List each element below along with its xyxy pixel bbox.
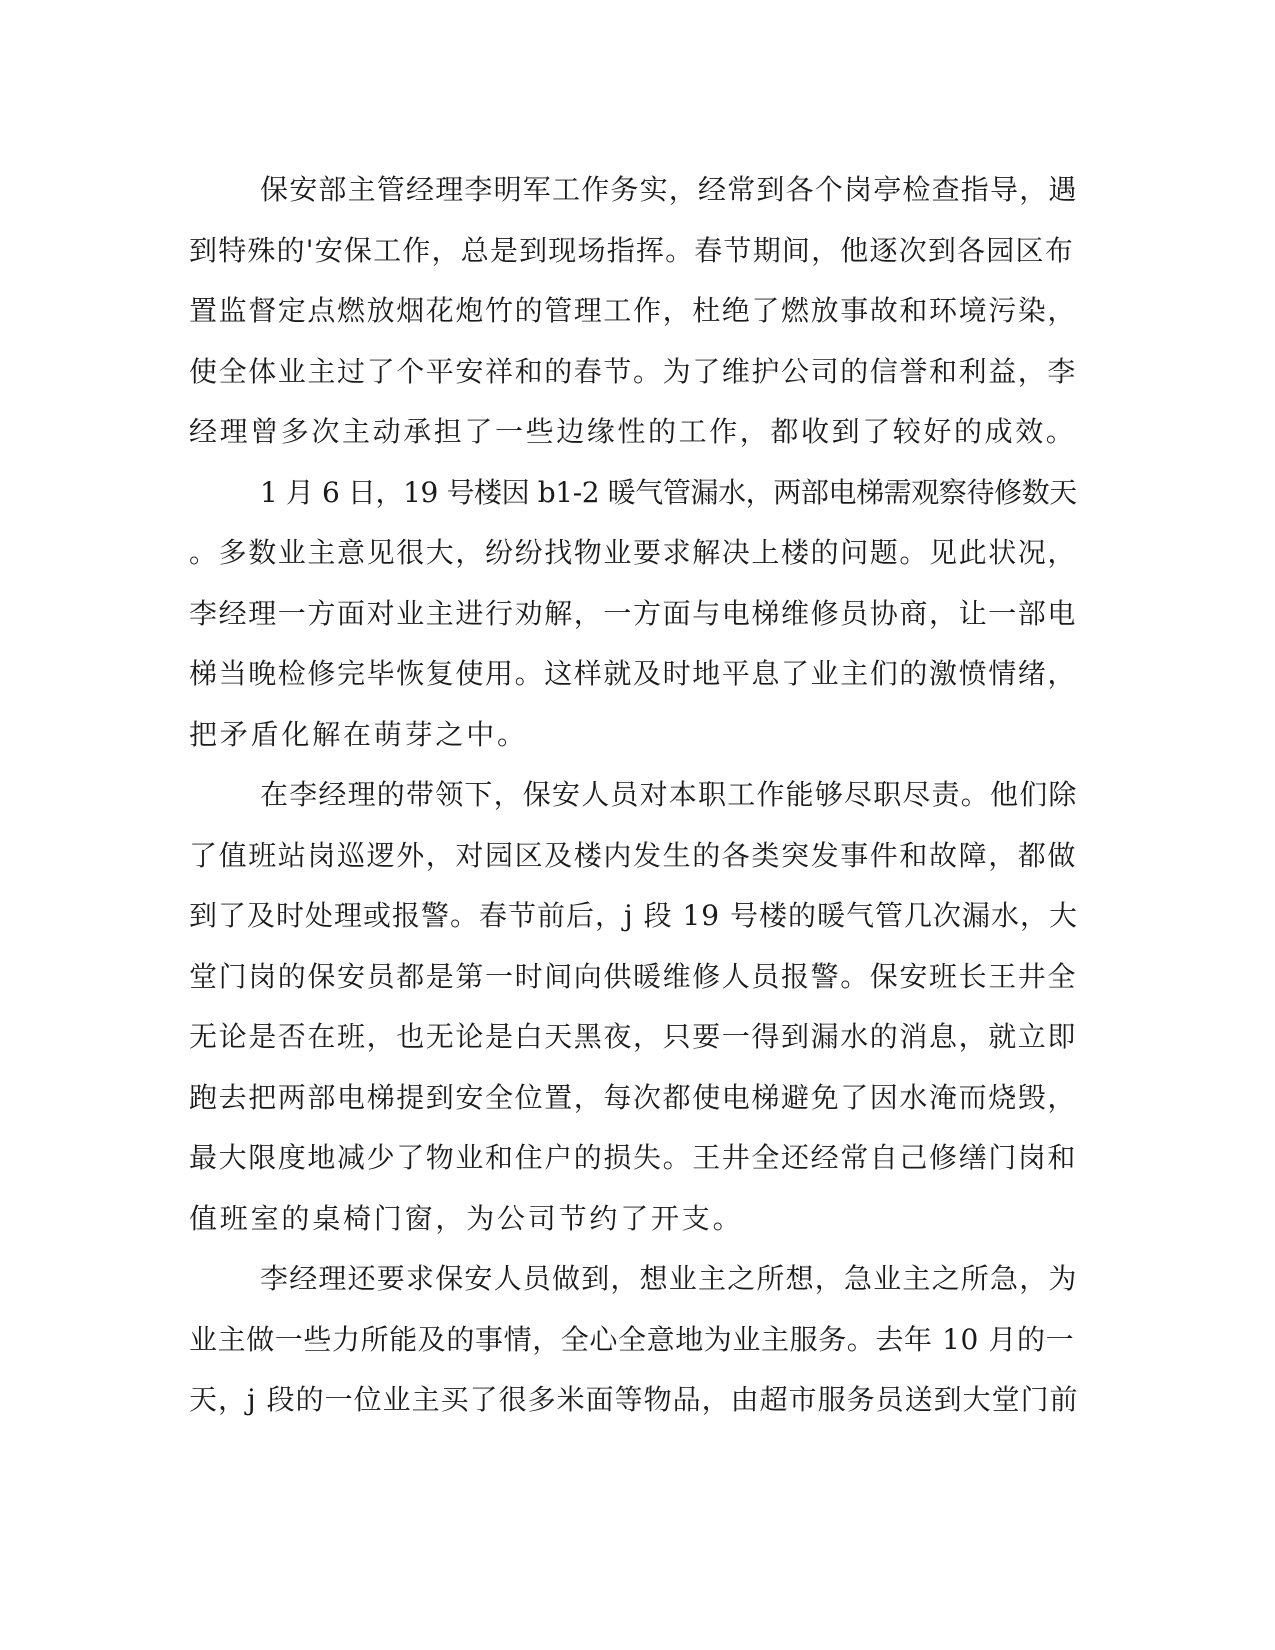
text-line: 使全体业主过了个平安祥和的春节。为了维护公司的信誉和利益，李 — [189, 354, 1078, 388]
text-line: 了值班站岗巡逻外，对园区及楼内发生的各类突发事件和故障，都做 — [189, 838, 1078, 872]
document-body — [189, 160, 1079, 1431]
text-line: 到特殊的'安保工作，总是到现场指挥。春节期间，他逐次到各园区布 — [189, 233, 1074, 267]
paragraph-1 — [189, 160, 1079, 463]
text-line: 业主做一些力所能及的事情，全心全意地为业主服务。去年 10 月的一 — [189, 1322, 1075, 1356]
text-line: 到了及时处理或报警。春节前后，j 段 19 号楼的暖气管几次漏水，大 — [189, 899, 1079, 932]
text-line: 最大限度地减少了物业和住户的损失。王井全还经常自己修缮门岗和 — [189, 1141, 1078, 1174]
text-line: 经理曾多次主动承担了一些边缘性的工作，都收到了较好的成效。 — [189, 415, 1077, 448]
text-line: 。多数业主意见很大，纷纷找物业要求解决上楼的问题。见此状况， — [189, 536, 1078, 569]
paragraph-2 — [189, 463, 1079, 766]
paragraph-3 — [189, 765, 1079, 1249]
text-line: 无论是否在班，也无论是白天黑夜，只要一得到漏水的消息，就立即 — [189, 1020, 1078, 1053]
paragraph-4 — [189, 1249, 1079, 1431]
text-line: 在李经理的带领下，保安人员对本职工作能够尽职尽责。他们除 — [260, 778, 1078, 811]
text-line: 堂门岗的保安员都是第一时间向供暖维修人员报警。保安班长王井全 — [189, 959, 1078, 993]
text-line: 值班室的桌椅门窗，为公司节约了开支。 — [189, 1201, 744, 1235]
text-line: 1 月 6 日，19 号楼因 b1-2 暖气管漏水，两部电梯需观察待修数天 — [260, 475, 1077, 509]
text-line: 李经理一方面对业主进行劝解，一方面与电梯维修员协商，让一部电 — [189, 596, 1078, 630]
text-line: 天，j 段的一位业主买了很多米面等物品，由超市服务员送到大堂门前 — [189, 1383, 1079, 1416]
text-line: 把矛盾化解在萌芽之中。 — [189, 717, 528, 751]
text-line: 置监督定点燃放烟花炮竹的管理工作，杜绝了燃放事故和环境污染， — [189, 294, 1078, 327]
text-line: 李经理还要求保安人员做到，想业主之所想，急业主之所急，为 — [260, 1262, 1078, 1295]
text-line: 跑去把两部电梯提到安全位置，每次都使电梯避免了因水淹而烧毁， — [189, 1080, 1078, 1114]
text-line: 梯当晚检修完毕恢复使用。这样就及时地平息了业主们的激愤情绪， — [189, 657, 1078, 690]
text-line: 保安部主管经理李明军工作务实，经常到各个岗亭检查指导，遇 — [260, 173, 1078, 206]
